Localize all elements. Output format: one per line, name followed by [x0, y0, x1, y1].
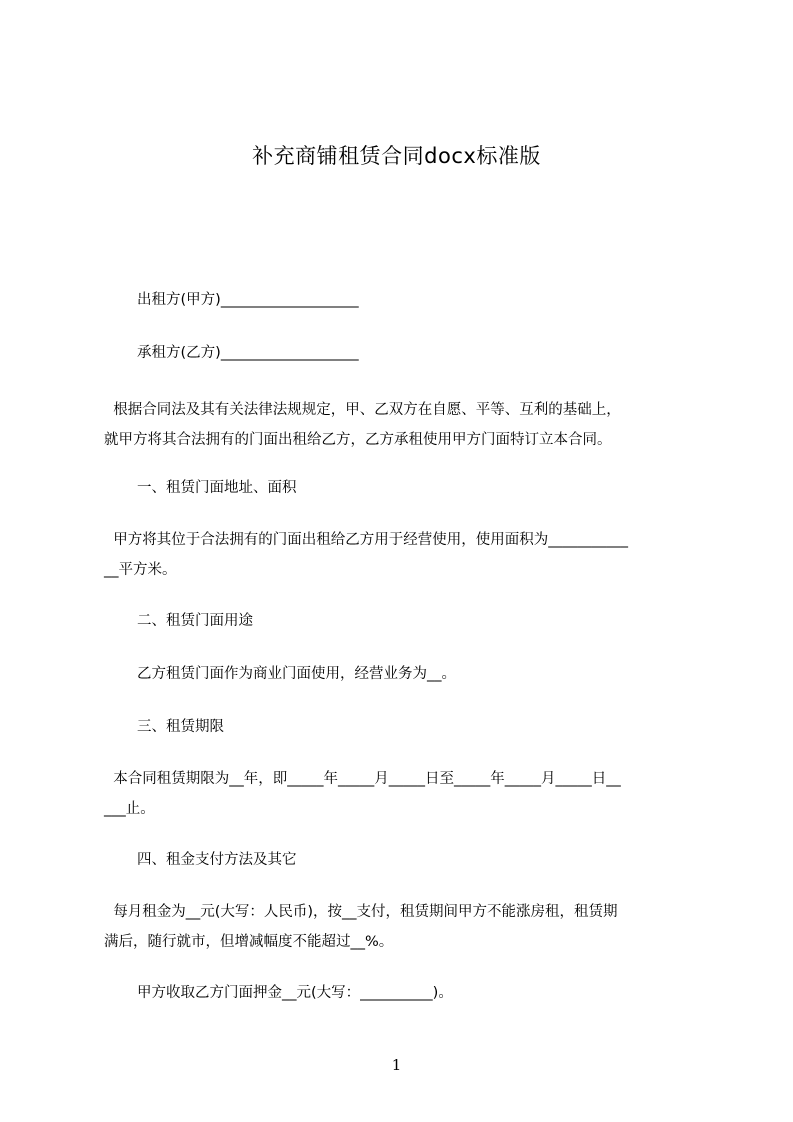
section-body — [104, 764, 704, 824]
lessor-line: 出租方(甲方)___________________ — [137, 292, 359, 308]
section-line: 甲方将其位于合法拥有的门面出租给乙方用于经营使用，使用面积为___________ — [104, 532, 628, 548]
deposit-line: 甲方收取乙方门面押金__元(大写：__________)。 — [137, 985, 453, 1001]
page-number: 1 — [391, 1056, 402, 1074]
document-title: 补充商铺租赁合同docx标准版 — [252, 144, 541, 168]
intro-paragraph — [104, 395, 704, 455]
section-heading: 二、租赁门面用途 — [137, 613, 253, 629]
section-line: 每月租金为__元(大写：人民币)，按__支付，租赁期间甲方不能涨房租，租赁期 — [104, 904, 618, 920]
section-line: 满后，随行就市，但增减幅度不能超过__%。 — [104, 934, 394, 950]
section-body — [104, 525, 704, 585]
section-heading: 一、租赁门面地址、面积 — [137, 480, 297, 496]
section-line: 本合同租赁期限为__年，即_____年_____月_____日至_____年_____月_____日__ — [104, 771, 621, 787]
section-heading: 三、租赁期限 — [137, 719, 224, 735]
section-line: __平方米。 — [104, 562, 177, 578]
section-heading: 四、租金支付方法及其它 — [137, 852, 297, 868]
section-line: 乙方租赁门面作为商业门面使用，经营业务为__。 — [137, 666, 456, 682]
lessee-line: 承租方(乙方)___________________ — [137, 345, 359, 361]
section-line: ___止。 — [104, 801, 155, 817]
section-body — [104, 897, 704, 957]
intro-line: 就甲方将其合法拥有的门面出租给乙方，乙方承租使用甲方门面特订立本合同。 — [104, 432, 612, 448]
intro-line: 根据合同法及其有关法律法规规定，甲、乙双方在自愿、平等、互利的基础上， — [104, 402, 621, 418]
